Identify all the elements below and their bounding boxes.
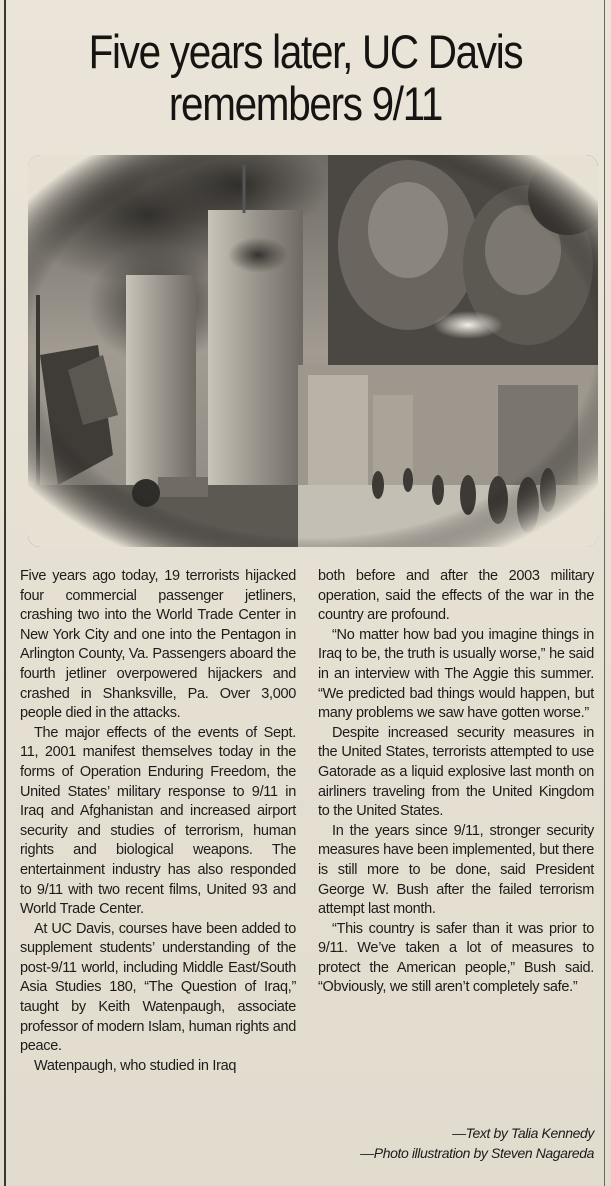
right-rule [604,0,605,1186]
paragraph: both before and after the 2003 military operation, said the effects of the war in the country are profound. [318,568,594,624]
photo-credit: —Photo illustration by Steven Nagareda [360,1144,594,1161]
photo-illustration [28,155,598,547]
credits [318,1124,594,1163]
headline [60,26,551,130]
paragraph: Five years ago today, 19 terrorists hijacked four commercial passenger jetliners, crashing two into the World Trade Center in New York City and one into the Pentagon in Arlington County, Va. Passengers aboard the fourth jetliner overpowered hijackers and crashed in Shanksville, Pa. Over 3,000 people died in the attacks. [20,568,296,722]
left-rule [4,0,6,1186]
paragraph: At UC Davis, courses have been added to supplement students’ understanding of the post-9/11 world, including Middle East/South Asia Studies 180, “The Question of Iraq,” taught by Keith Watenpaugh, associate professor of modern Islam, human rights and peace. [20,920,296,1055]
paragraph: Despite increased security measures in the United States, terrorists attempted to use Gatorade as a liquid explosive last month on airliners traveling from the United Kingdom to the United States. [318,724,594,820]
headline-line-2: remembers 9/11 [168,77,443,130]
article-column-2 [318,567,594,998]
photo-collage-icon [28,155,598,547]
paragraph: “This country is safer than it was prior to 9/11. We’ve taken a lot of measures to protect the American people,” Bush said. “Obviously, we still aren’t completely safe.” [318,920,594,996]
paragraph: Watenpaugh, who studied in Iraq [34,1057,237,1074]
paragraph: The major effects of the events of Sept. 11, 2001 manifest themselves today in the forms of Operation Enduring Freedom, the United States’ military response to 9/11 in Iraq and Afghanistan and increased airport security and studies of terrorism, human rights and biological weapons. The entertainment industry has also responded to 9/11 with two recent films, United 93 and World Trade Center. [20,724,296,918]
paragraph: In the years since 9/11, stronger security measures have been implemented, but there is still more to be done, said President George W. Bush after the failed terrorism attempt last month. [318,822,594,918]
article-column-1 [20,567,296,1076]
headline-line-1: Five years later, UC Davis [88,25,523,78]
text-credit: —Text by Talia Kennedy [452,1125,594,1141]
paragraph: “No matter how bad you imagine things in Iraq to be, the truth is usually worse,” he said in an interview with The Aggie this summer. “We predicted bad things would happen, but many problems we saw have gotten worse.” [318,626,594,722]
